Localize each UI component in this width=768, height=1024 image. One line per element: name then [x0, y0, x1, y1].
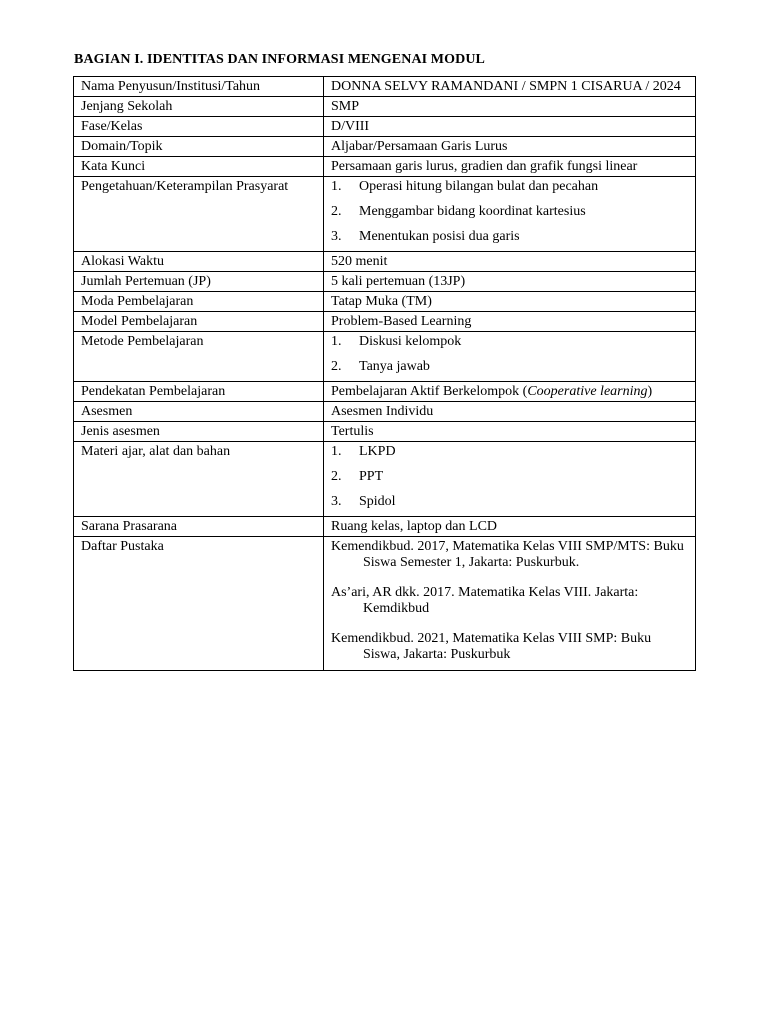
list-text: LKPD — [359, 444, 396, 459]
list-item — [331, 229, 689, 250]
table-row — [74, 442, 696, 517]
row-label: Daftar Pustaka — [74, 537, 324, 671]
row-value — [324, 537, 696, 671]
list-text: Menggambar bidang koordinat kartesius — [359, 204, 586, 219]
row-value: Aljabar/Persamaan Garis Lurus — [324, 137, 696, 157]
list-text: PPT — [359, 469, 384, 484]
row-label: Kata Kunci — [74, 157, 324, 177]
table-row — [74, 517, 696, 537]
row-label: Fase/Kelas — [74, 117, 324, 137]
table-row — [74, 117, 696, 137]
row-value: Asesmen Individu — [324, 402, 696, 422]
row-label: Asesmen — [74, 402, 324, 422]
table-row — [74, 272, 696, 292]
row-value: D/VIII — [324, 117, 696, 137]
row-label: Moda Pembelajaran — [74, 292, 324, 312]
row-value — [324, 332, 696, 382]
list-text: Tanya jawab — [359, 359, 430, 374]
list-text: Operasi hitung bilangan bulat dan pecahan — [359, 179, 599, 194]
row-value — [324, 177, 696, 252]
list-number: 1. — [331, 179, 342, 194]
reference-entry: As’ari, AR dkk. 2017. Matematika Kelas VIII. Jakarta: Kemdikbud — [331, 585, 639, 616]
value-italic-text: Cooperative learning — [527, 384, 648, 399]
list-item — [331, 444, 689, 469]
row-label: Materi ajar, alat dan bahan — [74, 442, 324, 517]
row-value: Tatap Muka (TM) — [324, 292, 696, 312]
list-number: 1. — [331, 334, 342, 349]
row-value: Ruang kelas, laptop dan LCD — [324, 517, 696, 537]
row-label: Jenjang Sekolah — [74, 97, 324, 117]
row-label: Jenis asesmen — [74, 422, 324, 442]
list-item — [331, 334, 689, 359]
list-number: 2. — [331, 359, 342, 374]
numbered-list — [331, 179, 689, 250]
list-item — [331, 494, 689, 515]
table-row — [74, 382, 696, 402]
row-label: Domain/Topik — [74, 137, 324, 157]
list-item — [331, 359, 689, 380]
value-text: ) — [647, 384, 653, 399]
module-identity-table — [73, 76, 696, 671]
value-text: Pembelajaran Aktif Berkelompok ( — [331, 384, 528, 399]
table-row — [74, 137, 696, 157]
table-row — [74, 97, 696, 117]
row-label: Pengetahuan/Keterampilan Prasyarat — [74, 177, 324, 252]
reference-entry: Kemendikbud. 2017, Matematika Kelas VIII SMP/MTS: Buku Siswa Semester 1, Jakarta: Puskurbuk. — [331, 539, 684, 570]
row-value: DONNA SELVY RAMANDANI / SMPN 1 CISARUA / 2024 — [324, 77, 696, 97]
table-row — [74, 537, 696, 671]
numbered-list — [331, 334, 689, 380]
row-value: Persamaan garis lurus, gradien dan grafik fungsi linear — [324, 157, 696, 177]
row-label: Model Pembelajaran — [74, 312, 324, 332]
list-item — [331, 204, 689, 229]
row-value: Problem-Based Learning — [324, 312, 696, 332]
table-row — [74, 402, 696, 422]
row-value: 520 menit — [324, 252, 696, 272]
numbered-list — [331, 444, 689, 515]
table-row — [74, 252, 696, 272]
section-heading: BAGIAN I. IDENTITAS DAN INFORMASI MENGENAI MODUL — [74, 52, 485, 67]
list-text: Spidol — [359, 494, 396, 509]
row-label: Sarana Prasarana — [74, 517, 324, 537]
table-row — [74, 77, 696, 97]
row-label: Jumlah Pertemuan (JP) — [74, 272, 324, 292]
list-number: 1. — [331, 444, 342, 459]
table-row — [74, 157, 696, 177]
row-value: 5 kali pertemuan (13JP) — [324, 272, 696, 292]
table-row — [74, 177, 696, 252]
row-label: Pendekatan Pembelajaran — [74, 382, 324, 402]
list-number: 2. — [331, 469, 342, 484]
list-number: 3. — [331, 229, 342, 244]
row-value: Tertulis — [324, 422, 696, 442]
list-text: Diskusi kelompok — [359, 334, 462, 349]
list-number: 2. — [331, 204, 342, 219]
list-number: 3. — [331, 494, 342, 509]
table-row — [74, 422, 696, 442]
row-value: SMP — [324, 97, 696, 117]
list-item — [331, 179, 689, 204]
row-value — [324, 442, 696, 517]
table-row — [74, 332, 696, 382]
list-item — [331, 469, 689, 494]
row-label: Nama Penyusun/Institusi/Tahun — [74, 77, 324, 97]
table-row — [74, 312, 696, 332]
row-label: Metode Pembelajaran — [74, 332, 324, 382]
row-label: Alokasi Waktu — [74, 252, 324, 272]
table-row — [74, 292, 696, 312]
list-text: Menentukan posisi dua garis — [359, 229, 520, 244]
reference-entry: Kemendikbud. 2021, Matematika Kelas VIII SMP: Buku Siswa, Jakarta: Puskurbuk — [331, 631, 652, 662]
row-value — [324, 382, 696, 402]
